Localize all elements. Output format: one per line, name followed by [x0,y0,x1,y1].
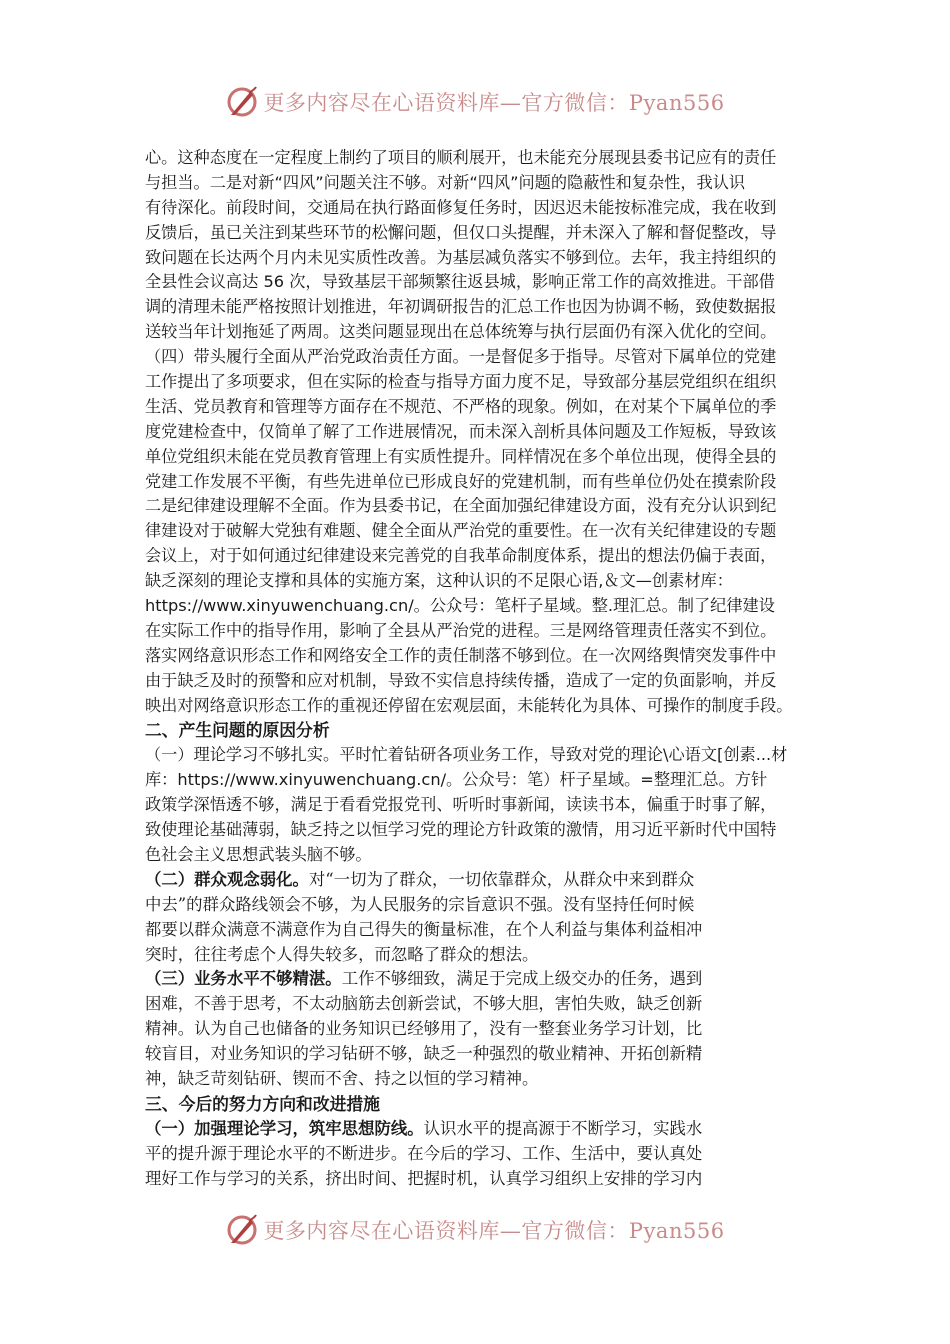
paragraph-line: 平的提升源于理论水平的不断进步。在今后的学习、工作、生活中，要认真处 [145,1143,703,1163]
quill-logo-icon [225,1213,259,1247]
paragraph-line: 心。这种态度在一定程度上制约了项目的顺利展开，也未能充分展现县委书记应有的责任 [145,148,777,167]
item-text: 对“一切为了群众，一切依靠群众，从群众中来到群众 [308,869,695,889]
paragraph-line: 库：https://www.xinyuwenchuang.cn/。公众号：笔）杆子星域。=整理汇总。方针 [145,770,768,790]
paragraph-line: 落实网络意识形态工作和网络安全工作的责任制落不够到位。在一次网络舆情突发事件中 [145,645,777,665]
paragraph-line: 全县性会议高达 56 次，导致基层干部频繁往返县城，影响正常工作的高效推进。干部借 [145,272,775,292]
paragraph-line [145,967,807,992]
paragraph-line: 中去”的群众路线领会不够，为人民服务的宗旨意识不强。没有坚持任何时候 [145,894,695,914]
paragraph-line: 单位党组织未能在党员教育管理上有实质性提升。同样情况在多个单位出现，使得全县的 [145,446,777,466]
paragraph-line: （一）理论学习不够扎实。平时忙着钻研各项业务工作，导致对党的理论\心语文[创素...材 [145,745,788,765]
paragraph-line: 都要以群众满意不满意作为自己得失的衡量标准，在个人利益与集体利益相冲 [145,919,703,939]
item-text: 认识水平的提高源于不断学习，实践水 [423,1118,703,1138]
paragraph-line: 在实际工作中的指导作用，影响了全县从严治党的进程。三是网络管理责任落实不到位。 [145,620,777,640]
paragraph-line: 致使理论基础薄弱，缺乏持之以恒学习党的理论方针政策的激情，用习近平新时代中国特 [145,820,777,840]
paragraph-line: 理好工作与学习的关系，挤出时间、把握时机，认真学习组织上安排的学习内 [145,1168,703,1188]
item-text: 工作不够细致，满足于完成上级交办的任务，遇到 [341,969,703,989]
banner-text: 更多内容尽在心语资料库—官方微信：Pyan556 [263,91,725,115]
section-heading: 二、产生问题的原因分析 [145,720,330,741]
paragraph-line: 党建工作发展不平衡，有些先进单位已形成良好的党建机制，而有些单位仍处在摸索阶段 [145,471,777,491]
paragraph-line: 由于缺乏及时的预警和应对机制，导致不实信息持续传播，造成了一定的负面影响，并反 [145,670,777,690]
section-heading: 三、今后的努力方向和改进措施 [145,1093,380,1114]
paragraph-line: 生活、党员教育和管理等方面存在不规范、不严格的现象。例如，在对某个下属单位的季 [145,396,777,416]
paragraph-line: 与担当。二是对新“四风”问题关注不够。对新“四风”问题的隐蔽性和复杂性，我认识 [145,172,746,192]
banner-text: 更多内容尽在心语资料库—官方微信：Pyan556 [263,1219,725,1243]
footer-banner [0,1210,950,1250]
paragraph-line: 色社会主义思想武装头脑不够。 [145,844,372,864]
paragraph-line: 会议上，对于如何通过纪律建设来完善党的自我革命制度体系，提出的想法仍偏于表面， [145,546,777,566]
paragraph-line: 政策学深悟透不够，满足于看看党报党刊、听听时事新闻，读读书本，偏重于时事了解， [145,795,777,815]
document-body [145,146,807,1191]
paragraph-line: https://www.xinyuwenchuang.cn/。公众号：笔杆子星域。整.理汇总。制了纪律建设 [145,596,775,616]
paragraph-line: 较盲目，对业务知识的学习钻研不够，缺乏一种强烈的敬业精神、开拓创新精 [145,1044,703,1064]
paragraph-line: 度党建检查中，仅简单了解了工作进展情况，而未深入剖析具体问题及工作短板，导致该 [145,421,777,441]
paragraph-line: （四）带头履行全面从严治党政治责任方面。一是督促多于指导。尽管对下属单位的党建 [145,347,777,367]
paragraph-line: 缺乏深刻的理论支撑和具体的实施方案，这种认识的不足限心语,＆文—创素材库： [145,571,733,591]
paragraph-line [145,1117,807,1142]
paragraph-line: 二是纪律建设理解不全面。作为县委书记，在全面加强纪律建设方面，没有充分认识到纪 [145,496,777,516]
paragraph-line: 反馈后，虽已关注到某些环节的松懈问题，但仅口头提醒，并未深入了解和督促整改，导 [145,222,777,242]
paragraph-line: 有待深化。前段时间，交通局在执行路面修复任务时，因迟迟未能按标准完成，我在收到 [145,197,777,217]
paragraph-line: 律建设对于破解大党独有难题、健全全面从严治党的重要性。在一次有关纪律建设的专题 [145,521,777,541]
paragraph-line [145,868,807,893]
paragraph-line: 调的清理未能严格按照计划推进，年初调研报告的汇总工作也因为协调不畅，致使数据报 [145,297,777,317]
item-title: （二）群众观念弱化。 [145,869,309,889]
header-banner [0,82,950,122]
paragraph-line: 映出对网络意识形态工作的重视还停留在宏观层面，未能转化为具体、可操作的制度手段。 [145,695,793,715]
paragraph-line: 送较当年计划拖延了两周。这类问题显现出在总体统筹与执行层面仍有深入优化的空间。 [145,322,777,342]
paragraph-line: 致问题在长达两个月内未见实质性改善。为基层减负落实不够到位。去年，我主持组织的 [145,247,777,267]
paragraph-line: 精神。认为自己也储备的业务知识已经够用了，没有一整套业务学习计划，比 [145,1019,703,1039]
paragraph-line: 工作提出了多项要求，但在实际的检查与指导方面力度不足，导致部分基层党组织在组织 [145,372,777,392]
item-title: （一）加强理论学习，筑牢思想防线。 [145,1118,424,1138]
paragraph-line: 困难，不善于思考，不太动脑筋去创新尝试，不够大胆，害怕失败，缺乏创新 [145,994,703,1014]
quill-logo-icon [225,85,259,119]
paragraph-line: 神，缺乏苛刻钻研、锲而不舍、持之以恒的学习精神。 [145,1068,539,1088]
item-title: （三）业务水平不够精湛。 [145,969,342,989]
paragraph-line: 突时，往往考虑个人得失较多，而忽略了群众的想法。 [145,944,539,964]
